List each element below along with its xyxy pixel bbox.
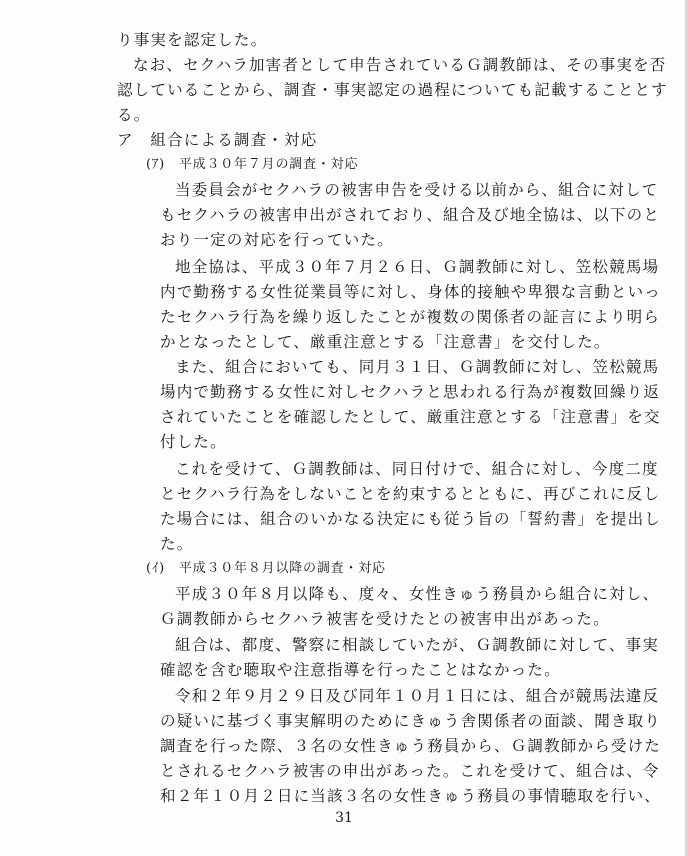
text-line: た。 bbox=[160, 535, 194, 553]
text-line: る。 bbox=[117, 106, 151, 124]
text-line: た場合には、組合のいかなる決定にも従う旨の「誓約書」を提出し bbox=[160, 510, 662, 528]
text-line: 令和２年９月２９日及び同年１０月１日には、組合が競馬法違反 bbox=[175, 687, 660, 705]
page-number: 31 bbox=[335, 810, 353, 826]
text-line: かとなったとして、厳重注意とする「注意書」を交付した。 bbox=[160, 333, 611, 351]
text-line: 当委員会がセクハラの被害申告を受ける以前から、組合に対して bbox=[175, 181, 659, 199]
text-line: たセクハラ行為を繰り返したことが複数の関係者の証言により明ら bbox=[160, 308, 661, 326]
text-line: 組合は、都度、警察に相談していたが、Ｇ調教師に対して、事実 bbox=[175, 636, 659, 654]
text-line: 認していることから、調査・事実認定の過程についても記載することとす bbox=[117, 81, 668, 99]
text-line: とされるセクハラ被害の申出があった。これを受けて、組合は、令 bbox=[160, 762, 660, 780]
text-line: おり一定の対応を行っていた。 bbox=[160, 231, 394, 249]
text-line: 内で勤務する女性従業員等に対し、身体的接触や卑猥な言動といっ bbox=[160, 283, 662, 301]
subsection-heading: (ｱ) 平成３０年７月の調査・対応 bbox=[146, 157, 359, 172]
text-line: とセクハラ行為をしないことを約束するとともに、再びこれに反し bbox=[160, 485, 661, 503]
text-line: また、組合においても、同月３１日、Ｇ調教師に対し、笠松競馬 bbox=[175, 358, 660, 376]
text-line: 地全協は、平成３０年７月２６日、Ｇ調教師に対し、笠松競馬場 bbox=[175, 258, 660, 276]
text-line: の疑いに基づく事実解明のためにきゅう舎関係者の面談、聞き取り bbox=[160, 712, 662, 730]
text-line: 確認を含む聴取や注意指導を行ったことはなかった。 bbox=[160, 661, 561, 679]
text-line: り事実を認定した。 bbox=[117, 31, 268, 49]
text-line: これを受けて、Ｇ調教師は、同日付けで、組合に対し、今度二度 bbox=[175, 460, 659, 478]
text-line: されていたことを確認したとして、厳重注意とする「注意書」を交 bbox=[160, 408, 661, 426]
text-line: 平成３０年８月以降も、度々、女性きゅう務員から組合に対し、 bbox=[175, 585, 660, 603]
text-line: 調査を行った際、３名の女性きゅう務員から、Ｇ調教師から受けた bbox=[160, 737, 662, 755]
subsection-heading: (ｲ) 平成３０年８月以降の調査・対応 bbox=[146, 561, 386, 576]
text-line: 場内で勤務する女性に対しセクハラと思われる行為が複数回繰り返 bbox=[160, 383, 661, 401]
text-line: もセクハラの被害申出がされており、組合及び地全協は、以下のと bbox=[160, 206, 661, 224]
text-line: なお、セクハラ加害者として申告されているＧ調教師は、その事実を否 bbox=[133, 56, 667, 74]
text-line: 和２年１０月２日に当該３名の女性きゅう務員の事情聴取を行い、 bbox=[160, 787, 662, 805]
text-line: 付した。 bbox=[160, 433, 227, 451]
text-line: Ｇ調教師からセクハラ被害を受けたとの被害申出があった。 bbox=[160, 610, 610, 628]
section-heading: ア 組合による調査・対応 bbox=[117, 131, 318, 149]
